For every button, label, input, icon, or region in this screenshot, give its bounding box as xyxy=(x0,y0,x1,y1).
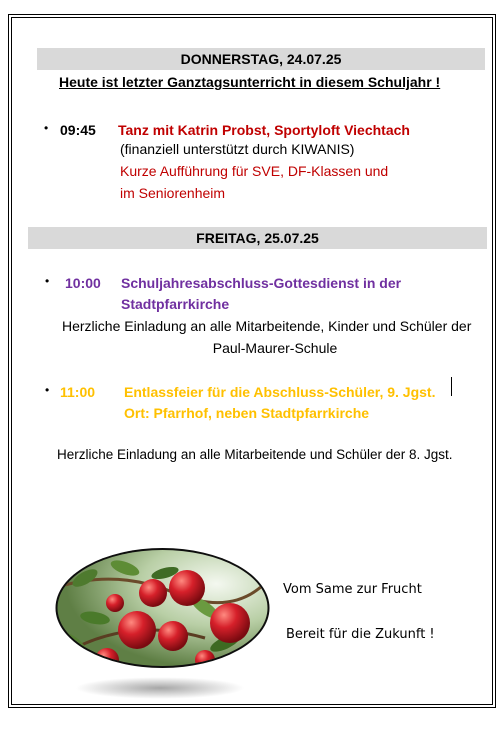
caption-ready-for-future: Bereit für die Zukunft ! xyxy=(286,627,435,642)
friday-header: FREITAG, 25.07.25 xyxy=(28,227,487,249)
friday-event2-title-line2: Ort: Pfarrhof, neben Stadtpfarrkirche xyxy=(124,405,370,421)
bullet: • xyxy=(45,383,50,397)
friday-event2-invite: Herzliche Einladung an alle Mitarbeitende und Schüler der 8. Jgst. xyxy=(57,447,453,462)
thursday-event-title: Tanz mit Katrin Probst, Sportyloft Viechtach xyxy=(118,122,410,138)
friday-event2-time: 11:00 xyxy=(60,384,96,400)
thursday-event-time: 09:45 xyxy=(60,122,96,138)
friday-event1-time: 10:00 xyxy=(65,275,101,291)
apple-tree-image xyxy=(55,548,270,668)
friday-event2-title-line1: Entlassfeier für die Abschluss-Schüler, 9. Jgst. xyxy=(124,384,436,400)
caption-seed-to-fruit: Vom Same zur Frucht xyxy=(283,582,422,597)
friday-event1-title-line1: Schuljahresabschluss-Gottesdienst in der xyxy=(121,275,402,291)
text-cursor xyxy=(451,377,452,396)
thursday-event-note-line1: Kurze Aufführung für SVE, DF-Klassen und xyxy=(120,163,389,179)
friday-event1-title-line2: Stadtpfarrkirche xyxy=(121,296,230,312)
friday-event1-invite-line1: Herzliche Einladung an alle Mitarbeitende, Kinder und Schüler der xyxy=(62,318,472,334)
friday-event1-invite-line2: Paul-Maurer-Schule xyxy=(212,340,338,356)
thursday-header: DONNERSTAG, 24.07.25 xyxy=(37,48,485,70)
bullet: • xyxy=(45,274,50,288)
thursday-event-note-line2: im Seniorenheim xyxy=(120,185,226,201)
thursday-event-sponsor: (finanziell unterstützt durch KIWANIS) xyxy=(120,141,355,157)
bullet: • xyxy=(44,121,49,135)
last-day-notice: Heute ist letzter Ganztagsunterricht in diesem Schuljahr ! xyxy=(59,74,441,90)
image-shadow xyxy=(75,677,245,699)
